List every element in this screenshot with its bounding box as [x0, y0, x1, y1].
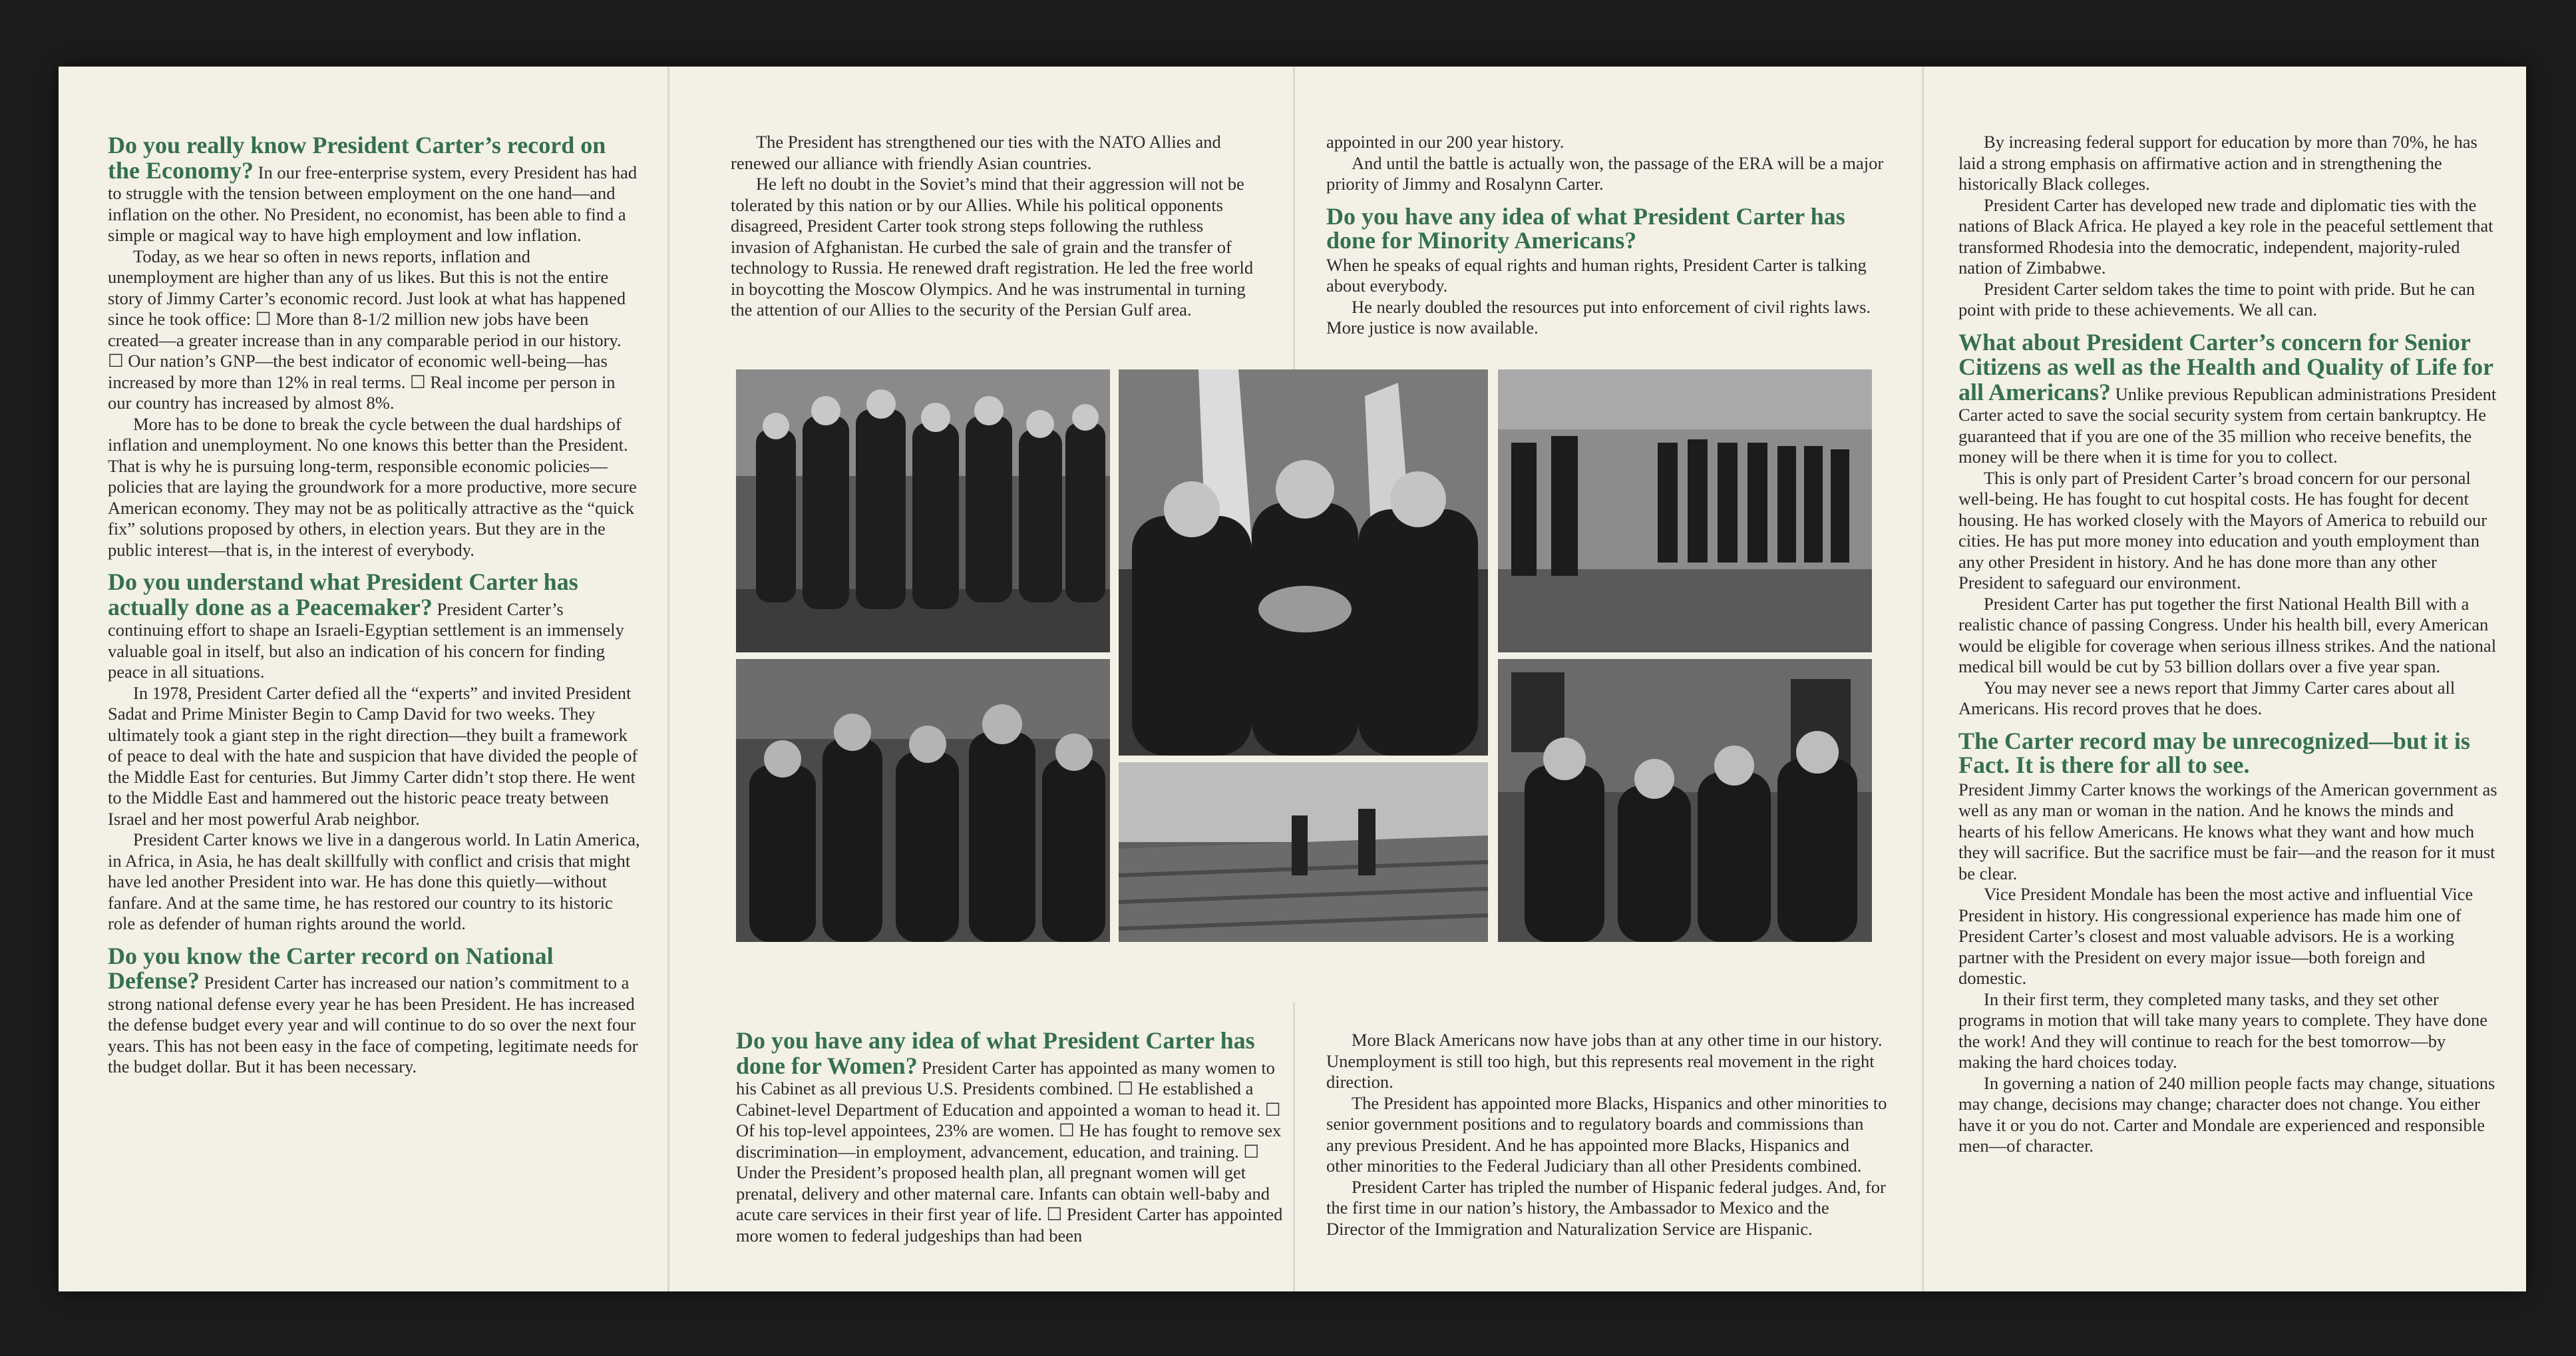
seniors-p3: President Carter has put together the first National Health Bill with a realistic chance of passing Congress. Under his health bill, every American would be eligible for coverage when serious illness strikes. And the national medical bill would be cut by 53 billion dollars over a five year span.: [1958, 593, 2497, 676]
economy-p3: More has to be done to break the cycle between the dual hardships of inflation and unemployment. No one knows this better than the President. That is why he is pursuing long-term, responsible economic policies—policies that are laying the groundwork for a more productive, more secure American economy. They may not be as politically attractive as the “quick fix” solutions proposed by others, in election years. But they are in the public interest—that is, in the interest of everybody.: [108, 413, 637, 560]
minority-p1: When he speaks of equal rights and human rights, President Carter is talking about everybody.: [1326, 254, 1867, 296]
economy-p2: Today, as we hear so often in news reports, inflation and unemployment are higher than any of us likes. But this is not the entire story of Jimmy Carter’s economic record. Just look at what has happened since he took office: ☐ More than 8-1/2 million new jobs have been created—a greater increase than in any comparable period in our history. ☐ Our nation’s GNP—the best indicator of economic well-being—has increased by more than 12% in real terms. ☐ Real income per person in our country has increased by almost 8%.: [108, 246, 626, 413]
panel-economy-peace-defense: [108, 133, 640, 1078]
defense-heading: Do you know the Carter record on National Defense?: [108, 942, 554, 994]
fold-line-1: [667, 67, 669, 1291]
fold-line-3: [1922, 67, 1924, 1291]
fact-p1: President Jimmy Carter knows the workings of the American government as well as any man or woman in the nation. And he knows the minds and hearts of his fellow Americans. He knows what they want and how much they will sacrifice. But the sacrifice must be fair—and the reason for it must be clear.: [1958, 779, 2497, 883]
seniors-section: [1958, 330, 2497, 468]
peace-p1: President Carter’s continuing effort to shape an Israeli-Egyptian settlement is an immensely valuable goal in itself, but also an indication of his concern for finding peace in all situations.: [108, 598, 624, 682]
era-p1: appointed in our 200 year history.: [1326, 132, 1564, 152]
nato-p2: He left no doubt in the Soviet’s mind that their aggression will not be tolerated by this nation or by our Allies. While his political opponents disagreed, President Carter took strong steps following the ruthless invasion of Afghanistan. He curbed the sale of grain and the transfer of technology to Russia. He renewed draft registration. He led the free world in boycotting the Moscow Olympics. And he was instrumental in turning the attention of our Allies to the security of the Persian Gulf area.: [731, 174, 1254, 320]
panel-nato-text: [731, 132, 1263, 321]
peace-section: [108, 570, 640, 683]
photo-collage: [736, 369, 1872, 1002]
economy-heading: Do you really know President Carter’s record on the Economy?: [108, 132, 606, 184]
panel-black-americans-text: [1326, 1030, 1889, 1240]
fact-p2: Vice President Mondale has been the most active and influential Vice President in history. His congressional experience has made him one of President Carter’s closest and most valuable advisors. He is a working partner with the President on every major issue—both foreign and domestic.: [1958, 884, 2474, 988]
minority-section: [1326, 204, 1889, 297]
peace-p2: In 1978, President Carter defied all the “experts” and invited President Sadat and Prime Minister Begin to Camp David for two weeks. They ultimately took a giant step in the right direction—they built a framework of peace to deal with the hate and suspicion that have divided the people of the Middle East for centuries. But Jimmy Carter didn’t stop there. He went to the Middle East and hammered out the historic peace treaty between Israel and her most powerful Arab neighbor.: [108, 682, 638, 829]
economy-section: [108, 133, 640, 246]
women-p1: President Carter has appointed as many women to his Cabinet as all previous U.S. Presidents combined. ☐ He established a Cabinet-level Department of Education and appointed a woman to head it. ☐ Of his top-level appointees, 23% are women. ☐ He has fought to remove sex discrimination—in employment, advancement, education, and training. ☐ Under the President’s proposed health plan, all pregnant women will get prenatal, delivery and other maternal care. Infants can obtain well-baby and acute care services in their first year of life. ☐ President Carter has appointed more women to federal judgeships than had been: [736, 1057, 1283, 1245]
fact-p4: In governing a nation of 240 million people facts may change, situations may change, decisions may change; character does not change. You either have it or you do not. Carter and Mondale are experienced and responsible men—of character.: [1958, 1072, 2495, 1156]
fact-heading: The Carter record may be unrecognized—but it is Fact. It is there for all to see.: [1958, 727, 2470, 778]
seniors-p4: You may never see a news report that Jimmy Carter cares about all Americans. His record proves that he does.: [1958, 677, 2456, 718]
black-p1: More Black Americans now have jobs than at any other time in our history. Unemployment is still too high, but this represents real movement in the right direction.: [1326, 1030, 1883, 1092]
photo-leaders-walking: [736, 369, 1110, 652]
nato-p1: The President has strengthened our ties with the NATO Allies and renewed our alliance with friendly Asian countries.: [731, 132, 1221, 173]
brochure-sheet: [59, 67, 2526, 1291]
minority-p2: He nearly doubled the resources put into enforcement of civil rights laws. More justice is now available.: [1326, 296, 1871, 338]
women-section: [736, 1028, 1288, 1246]
defense-section: [108, 944, 640, 1078]
economy-p1: In our free-enterprise system, every President has had to struggle with the tension between employment on the one hand—and inflation on the other. No President, no economist, has been able to find a simple or magical way to have high employment and low inflation.: [108, 162, 638, 245]
peace-heading: Do you understand what President Carter has actually done as a Peacemaker?: [108, 568, 578, 620]
panel-seniors-fact: [1958, 132, 2497, 1157]
peace-p3: President Carter knows we live in a dangerous world. In Latin America, in Africa, in Asia, he has dealt skillfully with conflict and crisis that might have led another President into war. He has done this quietly—without fanfare. And at the same time, he has restored our country to its historic role as defender of human rights around the world.: [108, 829, 640, 933]
photo-farm-field: [1119, 762, 1488, 942]
photo-street-greeting: [1498, 659, 1872, 942]
photo-crowd-handshake: [736, 659, 1110, 942]
seniors-p2: This is only part of President Carter’s broad concern for our personal well-being. He has fought to cut hospital costs. He has fought for decent housing. He has worked closely with the Mayors of America to rebuild our cities. He has put more money into education and youth employment than any other President in history. And he has done more than any other President to safeguard our environment.: [1958, 467, 2487, 592]
fact-section: [1958, 729, 2497, 885]
minority-heading: Do you have any idea of what President Carter has done for Minority Americans?: [1326, 202, 1845, 254]
panel-women-text: [736, 1028, 1288, 1246]
panel-minority-text: [1326, 132, 1889, 339]
africa-p2: President Carter has developed new trade and diplomatic ties with the nations of Black Africa. He played a key role in the peaceful settlement that transformed Rhodesia into the democratic, independent, majority-ruled nation of Zimbabwe.: [1958, 194, 2493, 278]
black-p3: President Carter has tripled the number of Hispanic federal judges. And, for the first time in our nation’s history, the Ambassador to Mexico and the Director of the Immigration and Naturalization Service are Hispanic.: [1326, 1176, 1886, 1239]
defense-p1: President Carter has increased our nation’s commitment to a strong national defense every year he has been President. He has increased the defense budget every year and will continue to do so over the next four years. This has not been easy in the face of competing, legitimate needs for the budget dollar. But it has been necessary.: [108, 973, 638, 1076]
women-heading: Do you have any idea of what President Carter has done for Women?: [736, 1027, 1255, 1079]
photo-peace-handshake: [1119, 369, 1488, 756]
pride-p3: President Carter seldom takes the time to point with pride. But he can point with pride to these achievements. We all can.: [1958, 278, 2476, 320]
photo-honor-guard: [1498, 369, 1872, 652]
seniors-p1: Unlike previous Republican administrations President Carter acted to save the social security system from certain bankruptcy. He guaranteed that if you are one of the 35 million who receive benefits, the money will be there when it is time for you to collect.: [1958, 383, 2497, 467]
fact-p3: In their first term, they completed many tasks, and they set other programs in motion that will take many years to complete. They have done the work! And they will continue to reach for the best tomorrow—by making the hard choices today.: [1958, 989, 2488, 1072]
era-p2: And until the battle is actually won, the passage of the ERA will be a major priority of Jimmy and Rosalynn Carter.: [1326, 152, 1884, 194]
seniors-heading: What about President Carter’s concern for Senior Citizens as well as the Health and Quality of Life for all Americans?: [1958, 328, 2493, 405]
black-p2: The President has appointed more Blacks, Hispanics and other minorities to senior government positions and to regulatory boards and commissions than any previous President. And he has appointed more Blacks, Hispanics and other minorities to the Federal Judiciary than all other Presidents combined.: [1326, 1092, 1887, 1176]
education-p1: By increasing federal support for education by more than 70%, he has laid a strong emphasis on affirmative action and in strengthening the historically Black colleges.: [1958, 132, 2478, 194]
